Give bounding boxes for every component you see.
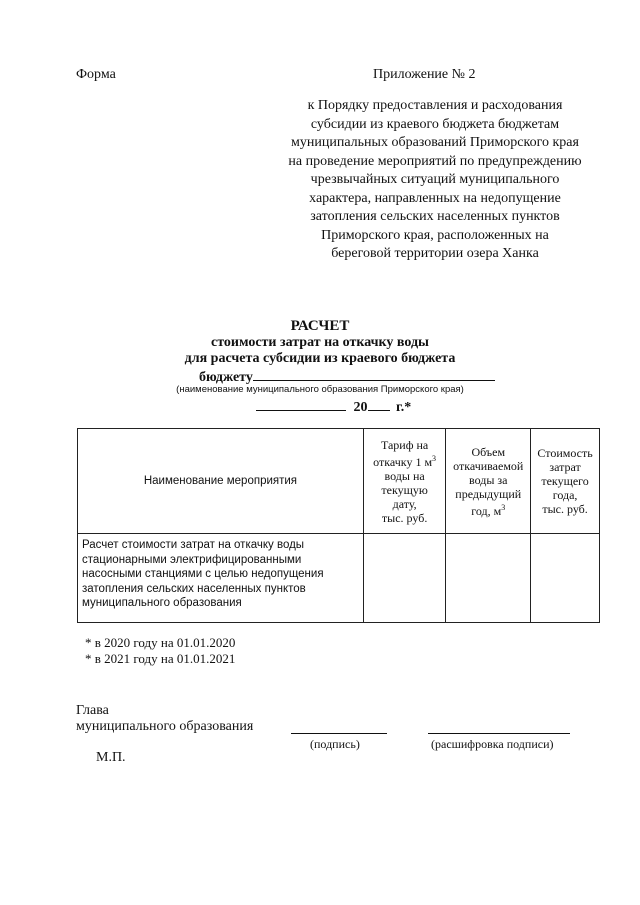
header-text: текущую [381,482,428,497]
header-text: Объем [471,444,506,459]
form-label: Форма [76,67,116,82]
date-day-month-blank[interactable] [256,398,346,411]
header-text: откачиваемой [453,458,524,473]
table-row [78,534,600,623]
header-text: тыс. руб. [542,502,588,516]
header-text: Стоимость [537,446,593,460]
header-text: откачку 1 м [373,454,433,469]
appendix-number: Приложение № 2 [373,67,476,82]
event-text-line: Расчет стоимости затрат на откачку воды [82,539,305,551]
header-text: затрат [549,460,581,474]
signature-decode-caption: (расшифровка подписи) [431,737,554,751]
date-suffix: г.* [396,400,412,415]
appendix-line: на проведение мероприятий по предупреждению [288,153,582,169]
header-text: 3 [432,453,437,463]
document-title: РАСЧЕТ [290,318,350,334]
col-header-volume [446,429,531,534]
event-text-line: муниципального образования [82,597,242,609]
document-subtitle-line: стоимости затрат на откачку воды [211,335,429,350]
budget-prefix: бюджету [199,370,253,385]
signature-decode-line[interactable] [428,733,570,734]
col-header-event: Наименование мероприятия [78,429,364,534]
appendix-line: муниципальных образований Приморского края [291,135,579,150]
header-text: воды за [469,472,508,487]
appendix-line: характера, направленных на недопущение [309,190,561,206]
header-text: года, [552,488,578,502]
stamp-label: М.П. [96,750,126,765]
event-cell [78,534,364,623]
tariff-value-cell[interactable] [363,534,445,623]
cost-value-cell[interactable] [531,534,600,623]
table-header-row [78,429,600,534]
date-year-prefix: 20 [353,400,368,415]
appendix-line: Приморского края, расположенных на [321,227,549,243]
signatory-title: Глава [76,703,109,718]
footnote: * в 2021 году на 01.01.2021 [85,651,236,666]
signatory-org: муниципального образования [76,719,254,734]
calculation-table [77,428,600,623]
header-text: воды на [384,468,425,483]
event-text-line: затопления сельских населенных пунктов [82,582,306,595]
header-text: предыдущий [455,486,522,501]
appendix-line: субсидии из краевого бюджета бюджетам [310,116,560,132]
signature-line[interactable] [291,733,387,734]
header-text: 3 [501,502,506,512]
budget-blank-line[interactable] [253,368,495,381]
header-text: дату, [392,496,417,511]
col-header-tariff [363,429,445,534]
event-text-line: стационарными электрифицированными [82,553,302,566]
footnote: * в 2020 году на 01.01.2020 [85,635,236,650]
col-header-cost [531,429,600,534]
date-year-blank[interactable] [368,398,390,411]
appendix-line: чрезвычайных ситуаций муниципального [310,172,560,187]
volume-value-cell[interactable] [446,534,531,623]
budget-caption: (наименование муниципального образования Приморского края) [176,384,464,395]
event-text-line: насосными станциями с целью недопущения [82,568,324,580]
date-field [256,398,411,416]
header-text: Тариф на [380,437,429,452]
signature-caption: (подпись) [310,737,360,751]
header-text: текущего [541,474,589,488]
header-text: год, м [471,503,502,518]
appendix-line: к Порядку предоставления и расходования [307,98,563,113]
appendix-line: береговой территории озера Ханка [331,246,539,261]
appendix-text [262,97,608,264]
header-text: тыс. руб. [381,510,428,525]
appendix-line: затопления сельских населенных пунктов [310,209,560,224]
document-subtitle-line: для расчета субсидии из краевого бюджета [184,351,456,366]
